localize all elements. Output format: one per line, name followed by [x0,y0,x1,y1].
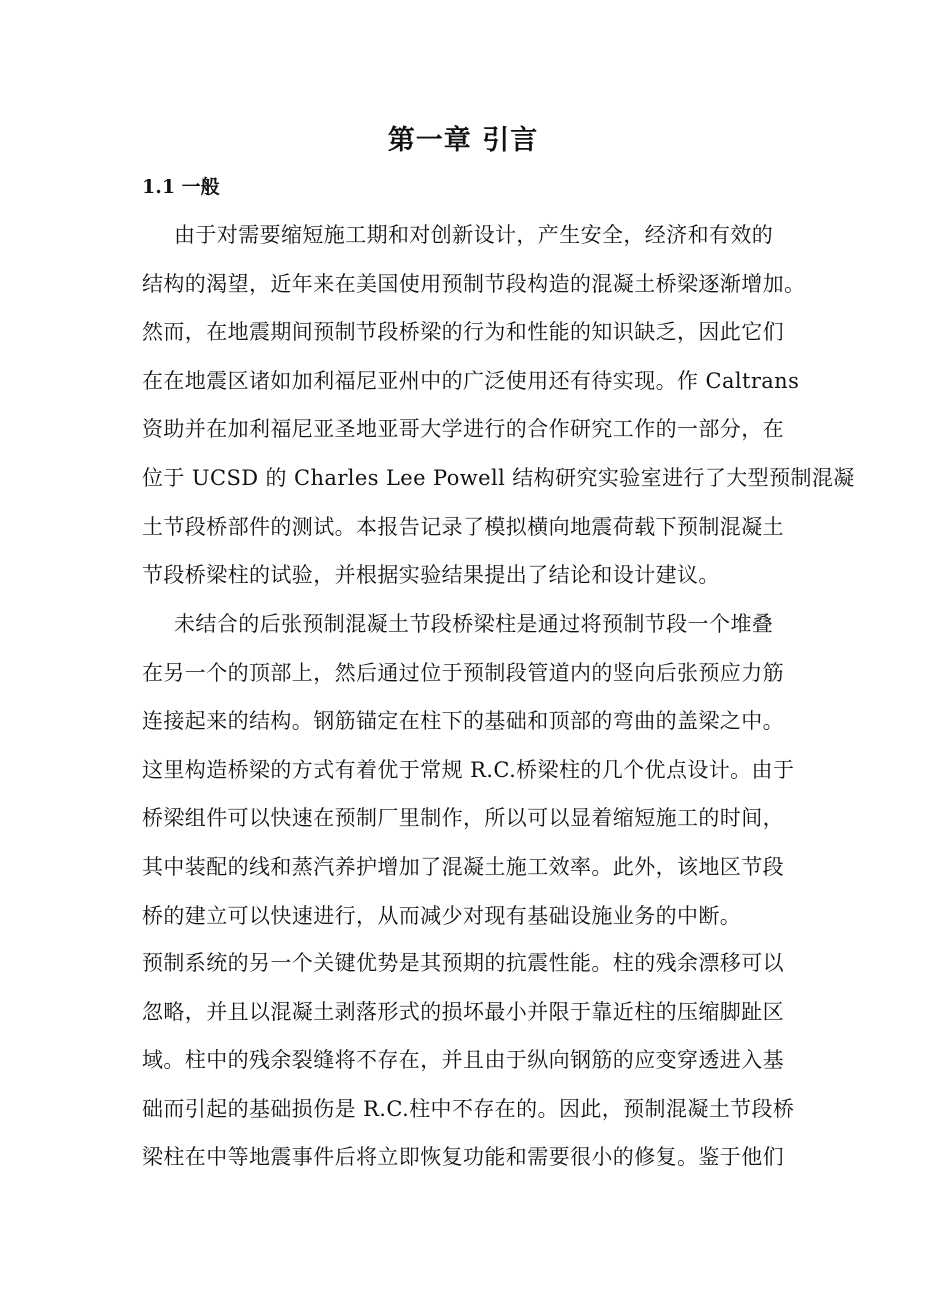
text-line: 连接起来的结构。钢筋锚定在柱下的基础和顶部的弯曲的盖梁之中。 [142,709,784,734]
text-line: 然而，在地震期间预制节段桥梁的行为和性能的知识缺乏，因此它们 [142,320,784,345]
text-line: 预制系统的另一个关键优势是其预期的抗震性能。柱的残余漂移可以 [142,951,784,975]
text-line: 节段桥梁柱的试验，并根据实验结果提出了结论和设计建议。 [142,563,720,588]
text-line: 其中装配的线和蒸汽养护增加了混凝土施工效率。此外，该地区节段 [142,854,784,879]
paragraph-1 [142,211,855,600]
text-line: 在另一个的顶部上，然后通过位于预制段管道内的竖向后张预应力筋 [142,660,784,685]
chapter-title: 第一章 引言 [387,125,539,156]
text-line: 结构的渴望，近年来在美国使用预制节段构造的混凝土桥梁逐渐增加。 [142,271,806,296]
text-line: 础而引起的基础损伤是 R.C.柱中不存在的。因此，预制混凝土节段桥 [142,1096,795,1121]
paragraph-2 [142,600,795,940]
text-line: 忽略，并且以混凝土剥落形式的损坏最小并限于靠近柱的压缩脚趾区 [142,999,784,1024]
text-line: 土节段桥部件的测试。本报告记录了模拟横向地震荷载下预制混凝土 [142,514,784,539]
text-line: 桥梁组件可以快速在预制厂里制作，所以可以显着缩短施工的时间， [142,806,784,831]
text-line: 域。柱中的残余裂缝将不存在，并且由于纵向钢筋的应变穿透进入基 [142,1048,784,1073]
text-line: 这里构造桥梁的方式有着优于常规 R.C.桥梁柱的几个优点设计。由于 [142,757,795,782]
text-line: 未结合的后张预制混凝土节段桥梁柱是通过将预制节段一个堆叠 [174,612,774,636]
text-line: 资助并在加利福尼亚圣地亚哥大学进行的合作研究工作的一部分，在 [142,417,784,442]
text-line: 桥的建立可以快速进行，从而减少对现有基础设施业务的中断。 [142,903,742,928]
section-heading: 1.1 一般 [142,176,220,198]
text-line: 梁柱在中等地震事件后将立即恢复功能和需要很小的修复。鉴于他们 [142,1145,784,1170]
text-line: 在在地震区诸如加利福尼亚州中的广泛使用还有待实现。作 Caltrans [142,368,800,393]
text-line: 位于 UCSD 的 Charles Lee Powell 结构研究实验室进行了大型预制混凝 [142,465,855,490]
text-line: 由于对需要缩短施工期和对创新设计，产生安全，经济和有效的 [174,223,774,247]
paragraph-3 [142,939,795,1182]
